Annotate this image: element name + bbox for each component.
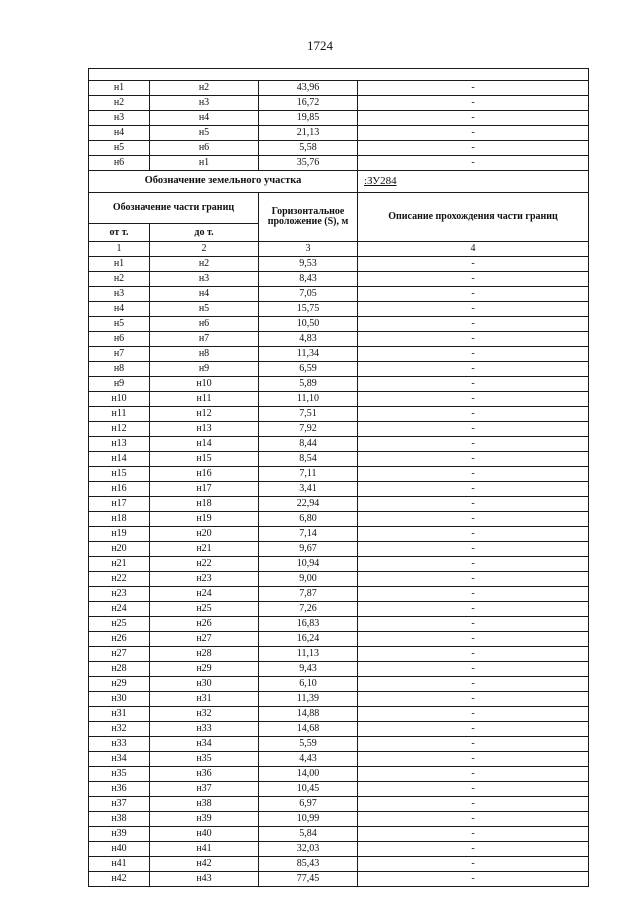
description-value: -: [358, 272, 589, 287]
from-point: н13: [89, 437, 150, 452]
from-point: н34: [89, 752, 150, 767]
description-value: -: [358, 647, 589, 662]
distance-value: 7,87: [259, 587, 358, 602]
table-row: [89, 482, 589, 497]
distance-value: 10,45: [259, 782, 358, 797]
description-value: -: [358, 332, 589, 347]
from-point: н8: [89, 362, 150, 377]
distance-value: 9,43: [259, 662, 358, 677]
from-point: н37: [89, 797, 150, 812]
to-point: н3: [150, 272, 259, 287]
description-value: -: [358, 872, 589, 887]
distance-value: 21,13: [259, 126, 358, 141]
to-point: н20: [150, 527, 259, 542]
to-point: н34: [150, 737, 259, 752]
to-point: н7: [150, 332, 259, 347]
table-row: [89, 527, 589, 542]
parcel-row: [89, 171, 589, 193]
boundary-table: [88, 68, 589, 887]
description-value: -: [358, 362, 589, 377]
distance-value: 4,83: [259, 332, 358, 347]
description-value: -: [358, 422, 589, 437]
from-point: н31: [89, 707, 150, 722]
to-point: н16: [150, 467, 259, 482]
distance-value: 10,94: [259, 557, 358, 572]
distance-value: 5,89: [259, 377, 358, 392]
from-point: н15: [89, 467, 150, 482]
distance-value: 35,76: [259, 156, 358, 171]
description-value: -: [358, 707, 589, 722]
table-row: [89, 632, 589, 647]
distance-value: 4,43: [259, 752, 358, 767]
parcel-code: :ЗУ284: [358, 171, 589, 193]
distance-header: Горизонтальное проложение (S), м: [259, 193, 358, 242]
to-point: н15: [150, 452, 259, 467]
from-point: н5: [89, 317, 150, 332]
description-value: -: [358, 752, 589, 767]
to-point: н39: [150, 812, 259, 827]
from-point: н36: [89, 782, 150, 797]
distance-value: 9,53: [259, 257, 358, 272]
description-value: -: [358, 392, 589, 407]
table-row: [89, 272, 589, 287]
to-point: н28: [150, 647, 259, 662]
from-point: н3: [89, 111, 150, 126]
description-value: -: [358, 81, 589, 96]
table-row: [89, 392, 589, 407]
distance-value: 10,50: [259, 317, 358, 332]
table-row: [89, 452, 589, 467]
to-point: н18: [150, 497, 259, 512]
table-row: [89, 842, 589, 857]
table-row: [89, 81, 589, 96]
distance-value: 11,13: [259, 647, 358, 662]
description-header: Описание прохождения части границ: [358, 193, 589, 242]
from-point: н11: [89, 407, 150, 422]
column-number: 3: [259, 242, 358, 257]
to-point: н32: [150, 707, 259, 722]
table-row: [89, 111, 589, 126]
distance-value: 22,94: [259, 497, 358, 512]
distance-value: 43,96: [259, 81, 358, 96]
from-point: н30: [89, 692, 150, 707]
to-point: н3: [150, 96, 259, 111]
to-point: н13: [150, 422, 259, 437]
to-point: н9: [150, 362, 259, 377]
table-row: [89, 156, 589, 171]
table-row: [89, 347, 589, 362]
table-row: [89, 572, 589, 587]
description-value: -: [358, 722, 589, 737]
from-point: н21: [89, 557, 150, 572]
to-point: н37: [150, 782, 259, 797]
to-point: н23: [150, 572, 259, 587]
table-row: [89, 662, 589, 677]
distance-value: 6,59: [259, 362, 358, 377]
from-point: н1: [89, 81, 150, 96]
description-value: -: [358, 572, 589, 587]
from-point: н14: [89, 452, 150, 467]
to-point: н42: [150, 857, 259, 872]
distance-value: 7,51: [259, 407, 358, 422]
distance-value: 8,54: [259, 452, 358, 467]
column-number: 1: [89, 242, 150, 257]
to-point: н14: [150, 437, 259, 452]
description-value: -: [358, 287, 589, 302]
distance-value: 16,72: [259, 96, 358, 111]
parcel-section: [89, 171, 589, 257]
description-value: -: [358, 797, 589, 812]
table-row: [89, 872, 589, 887]
from-point: н25: [89, 617, 150, 632]
from-point: н39: [89, 827, 150, 842]
description-value: -: [358, 542, 589, 557]
to-point: н27: [150, 632, 259, 647]
table-row: [89, 827, 589, 842]
table-row: [89, 512, 589, 527]
to-point: н10: [150, 377, 259, 392]
distance-value: 6,97: [259, 797, 358, 812]
to-point: н31: [150, 692, 259, 707]
boundary-rows: [89, 257, 589, 887]
from-point: н12: [89, 422, 150, 437]
distance-value: 8,43: [259, 272, 358, 287]
description-value: -: [358, 156, 589, 171]
from-point: н19: [89, 527, 150, 542]
table-row: [89, 96, 589, 111]
from-point: н20: [89, 542, 150, 557]
parcel-label: Обозначение земельного участка: [89, 171, 358, 193]
distance-value: 10,99: [259, 812, 358, 827]
description-value: -: [358, 602, 589, 617]
table-row: [89, 587, 589, 602]
distance-value: 9,00: [259, 572, 358, 587]
table-row: [89, 812, 589, 827]
to-point: н11: [150, 392, 259, 407]
from-point: н6: [89, 332, 150, 347]
table-row: [89, 737, 589, 752]
table-row: [89, 797, 589, 812]
table-row: [89, 557, 589, 572]
table-row: [89, 647, 589, 662]
description-value: -: [358, 126, 589, 141]
from-point: н4: [89, 302, 150, 317]
to-point: н5: [150, 302, 259, 317]
distance-value: 6,10: [259, 677, 358, 692]
from-point: н28: [89, 662, 150, 677]
description-value: -: [358, 617, 589, 632]
table-row: [89, 407, 589, 422]
to-point: н22: [150, 557, 259, 572]
description-value: -: [358, 452, 589, 467]
from-point: н26: [89, 632, 150, 647]
from-point: н2: [89, 96, 150, 111]
distance-value: 14,00: [259, 767, 358, 782]
to-point: н24: [150, 587, 259, 602]
to-point: н2: [150, 257, 259, 272]
to-point: н21: [150, 542, 259, 557]
distance-value: 11,39: [259, 692, 358, 707]
distance-value: 7,14: [259, 527, 358, 542]
from-point: н24: [89, 602, 150, 617]
description-value: -: [358, 482, 589, 497]
to-point: н38: [150, 797, 259, 812]
distance-value: 3,41: [259, 482, 358, 497]
description-value: -: [358, 111, 589, 126]
distance-value: 11,10: [259, 392, 358, 407]
description-value: -: [358, 842, 589, 857]
table-row: [89, 617, 589, 632]
to-point: н12: [150, 407, 259, 422]
description-value: -: [358, 497, 589, 512]
from-point: н40: [89, 842, 150, 857]
distance-value: 5,84: [259, 827, 358, 842]
to-point: н5: [150, 126, 259, 141]
from-point: н33: [89, 737, 150, 752]
description-value: -: [358, 662, 589, 677]
distance-value: 14,88: [259, 707, 358, 722]
description-value: -: [358, 812, 589, 827]
table-row: [89, 422, 589, 437]
description-value: -: [358, 782, 589, 797]
to-point: н6: [150, 317, 259, 332]
description-value: -: [358, 527, 589, 542]
table-row: [89, 287, 589, 302]
from-point: н41: [89, 857, 150, 872]
distance-value: 8,44: [259, 437, 358, 452]
to-point: н19: [150, 512, 259, 527]
description-value: -: [358, 587, 589, 602]
description-value: -: [358, 377, 589, 392]
blank-cell: [89, 69, 589, 81]
table-row: [89, 497, 589, 512]
table-row: [89, 782, 589, 797]
to-point: н26: [150, 617, 259, 632]
column-number: 2: [150, 242, 259, 257]
table-row: [89, 767, 589, 782]
from-point: н4: [89, 126, 150, 141]
distance-value: 7,11: [259, 467, 358, 482]
from-point: н18: [89, 512, 150, 527]
description-value: -: [358, 512, 589, 527]
table-row: [89, 141, 589, 156]
distance-value: 7,26: [259, 602, 358, 617]
from-point: н3: [89, 287, 150, 302]
from-point: н22: [89, 572, 150, 587]
distance-value: 7,92: [259, 422, 358, 437]
description-value: -: [358, 302, 589, 317]
distance-value: 77,45: [259, 872, 358, 887]
from-point: н35: [89, 767, 150, 782]
description-value: -: [358, 257, 589, 272]
table-row: [89, 377, 589, 392]
from-point: н9: [89, 377, 150, 392]
from-point: н1: [89, 257, 150, 272]
to-point: н25: [150, 602, 259, 617]
from-point: н10: [89, 392, 150, 407]
from-point: н23: [89, 587, 150, 602]
to-point: н2: [150, 81, 259, 96]
to-header: до т.: [150, 224, 259, 242]
table-row: [89, 362, 589, 377]
table-row: [89, 542, 589, 557]
to-point: н36: [150, 767, 259, 782]
from-point: н17: [89, 497, 150, 512]
table-row: [89, 857, 589, 872]
from-point: н42: [89, 872, 150, 887]
from-header: от т.: [89, 224, 150, 242]
distance-value: 9,67: [259, 542, 358, 557]
blank-row: [89, 69, 589, 81]
from-point: н2: [89, 272, 150, 287]
to-point: н4: [150, 287, 259, 302]
to-point: н4: [150, 111, 259, 126]
to-point: н8: [150, 347, 259, 362]
description-value: -: [358, 467, 589, 482]
to-point: н41: [150, 842, 259, 857]
to-point: н1: [150, 156, 259, 171]
to-point: н43: [150, 872, 259, 887]
distance-value: 16,24: [259, 632, 358, 647]
description-value: -: [358, 692, 589, 707]
column-number: 4: [358, 242, 589, 257]
from-point: н6: [89, 156, 150, 171]
table-row: [89, 317, 589, 332]
column-number-row: [89, 242, 589, 257]
description-value: -: [358, 827, 589, 842]
from-point: н27: [89, 647, 150, 662]
from-point: н5: [89, 141, 150, 156]
to-point: н29: [150, 662, 259, 677]
distance-value: 6,80: [259, 512, 358, 527]
from-point: н7: [89, 347, 150, 362]
to-point: н33: [150, 722, 259, 737]
from-point: н16: [89, 482, 150, 497]
from-point: н29: [89, 677, 150, 692]
description-value: -: [358, 632, 589, 647]
part-boundaries-header: Обозначение части границ: [89, 193, 259, 224]
table-row: [89, 302, 589, 317]
table-row: [89, 677, 589, 692]
header-row: [89, 193, 589, 224]
page-number: 1724: [307, 38, 333, 53]
description-value: -: [358, 677, 589, 692]
description-value: -: [358, 317, 589, 332]
table-row: [89, 126, 589, 141]
distance-value: 32,03: [259, 842, 358, 857]
table-row: [89, 602, 589, 617]
top-rows: [89, 69, 589, 171]
table-row: [89, 722, 589, 737]
distance-value: 85,43: [259, 857, 358, 872]
distance-value: 19,85: [259, 111, 358, 126]
to-point: н6: [150, 141, 259, 156]
table-row: [89, 467, 589, 482]
description-value: -: [358, 96, 589, 111]
description-value: -: [358, 407, 589, 422]
table-row: [89, 752, 589, 767]
table-row: [89, 707, 589, 722]
to-point: н40: [150, 827, 259, 842]
to-point: н35: [150, 752, 259, 767]
from-point: н38: [89, 812, 150, 827]
table-row: [89, 332, 589, 347]
description-value: -: [358, 437, 589, 452]
description-value: -: [358, 557, 589, 572]
distance-value: 7,05: [259, 287, 358, 302]
distance-value: 14,68: [259, 722, 358, 737]
description-value: -: [358, 347, 589, 362]
to-point: н30: [150, 677, 259, 692]
table-row: [89, 437, 589, 452]
table-row: [89, 257, 589, 272]
table-row: [89, 692, 589, 707]
description-value: -: [358, 857, 589, 872]
description-value: -: [358, 737, 589, 752]
distance-value: 5,59: [259, 737, 358, 752]
description-value: -: [358, 141, 589, 156]
distance-value: 15,75: [259, 302, 358, 317]
distance-value: 16,83: [259, 617, 358, 632]
to-point: н17: [150, 482, 259, 497]
distance-value: 5,58: [259, 141, 358, 156]
from-point: н32: [89, 722, 150, 737]
description-value: -: [358, 767, 589, 782]
distance-value: 11,34: [259, 347, 358, 362]
